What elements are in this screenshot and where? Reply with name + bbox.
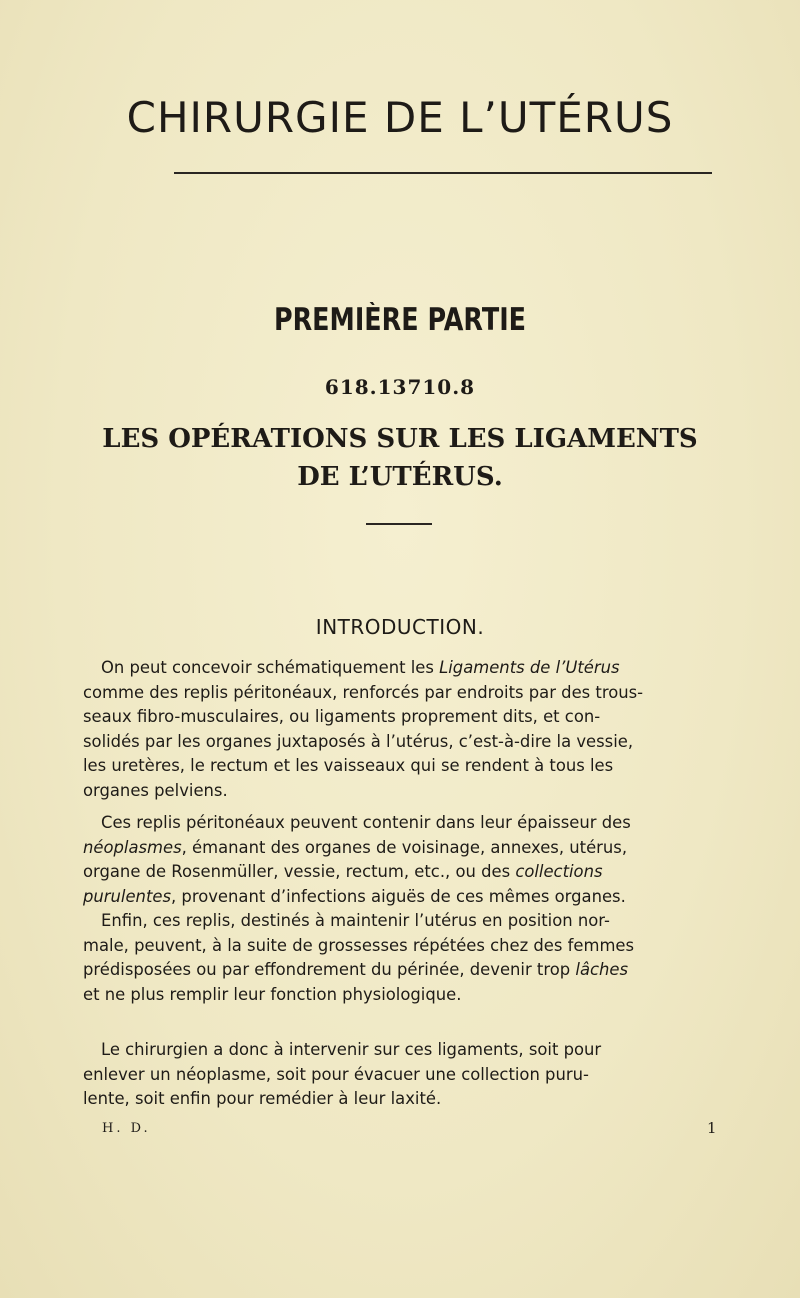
paragraph-2-emphasis-laches: lâches [575, 960, 629, 979]
paragraph-2-line-2-text: , émanant des organes de voisinage, annexes, utérus, [181, 837, 628, 857]
paragraph-3 [83, 1038, 726, 1112]
paragraph-1-line-1 [83, 656, 726, 681]
page-title: CHIRURGIE DE L’UTÉRUS [126, 93, 674, 142]
paragraph-3-line-1: Le chirurgien a donc à intervenir sur ces ligaments, soit pour [101, 1040, 602, 1059]
section-title [60, 420, 740, 496]
page-footer [0, 1117, 800, 1141]
part-title: PREMIÈRE PARTIE [273, 302, 527, 338]
introduction-heading: INTRODUCTION. [315, 615, 485, 639]
section-title-line-1: LES OPÉRATIONS SUR LES LIGAMENTS [102, 424, 698, 454]
paragraph-2-emphasis-purulentes: purulentes [83, 886, 171, 906]
paragraph-3-line-2: enlever un néoplasme, soit pour évacuer une collection puru- [83, 1064, 589, 1084]
paragraph-2-line-4 [83, 885, 726, 910]
paragraph-2-line-1: Ces replis péritonéaux peuvent contenir dans leur épaisseur des [101, 813, 631, 832]
paragraph-2-emphasis-neoplasmes: néoplasmes [83, 837, 182, 857]
paragraph-2-line-4-text: , provenant d’infections aiguës de ces mêmes organes. [171, 886, 626, 906]
paragraph-2 [83, 811, 726, 1007]
paragraph-2-line-8: et ne plus remplir leur fonction physiologique. [83, 984, 462, 1004]
page-number: 1 [707, 1119, 717, 1137]
paragraph-1-line-5: les uretères, le rectum et les vaisseaux qui se rendent à tous les [83, 756, 614, 775]
section-title-line-2: DE L’UTÉRUS. [297, 462, 503, 492]
paragraph-2-line-7-text: prédisposées ou par effondrement du périnée, devenir trop [83, 960, 576, 979]
paragraph-2-line-2 [83, 836, 726, 861]
title-underline-rule [174, 172, 712, 174]
paragraph-1-line-1-text: On peut concevoir schématiquement les [101, 658, 440, 677]
classification-code: 618.13710.8 [324, 375, 476, 399]
paragraph-2-emphasis-collections: collections [515, 862, 603, 881]
paragraph-1-emphasis: Ligaments de l’Utérus [439, 658, 620, 677]
paragraph-1-line-3: seaux fibro-musculaires, ou ligaments proprement dits, et con- [83, 707, 601, 726]
paragraph-1 [83, 656, 726, 803]
paragraph-2-line-3-text: organe de Rosenmüller, vessie, rectum, etc., ou des [83, 862, 516, 881]
paragraph-3-line-3: lente, soit enfin pour remédier à leur laxité. [83, 1089, 442, 1108]
paragraph-2-line-6: male, peuvent, à la suite de grossesses répétées chez des femmes [83, 935, 635, 955]
paragraph-1-line-6: organes pelviens. [83, 780, 228, 800]
section-divider-rule [366, 523, 432, 525]
paragraph-1-line-2: comme des replis péritonéaux, renforcés par endroits par des trous- [83, 682, 644, 702]
paragraph-2-line-7 [83, 958, 726, 983]
paragraph-2-line-3 [83, 860, 726, 885]
paragraph-1-line-4: solidés par les organes juxtaposés à l’utérus, c’est-à-dire la vessie, [83, 731, 634, 751]
paragraph-2-line-5: Enfin, ces replis, destinés à maintenir l’utérus en position nor- [101, 911, 610, 930]
signature-mark: H. D. [102, 1121, 151, 1136]
